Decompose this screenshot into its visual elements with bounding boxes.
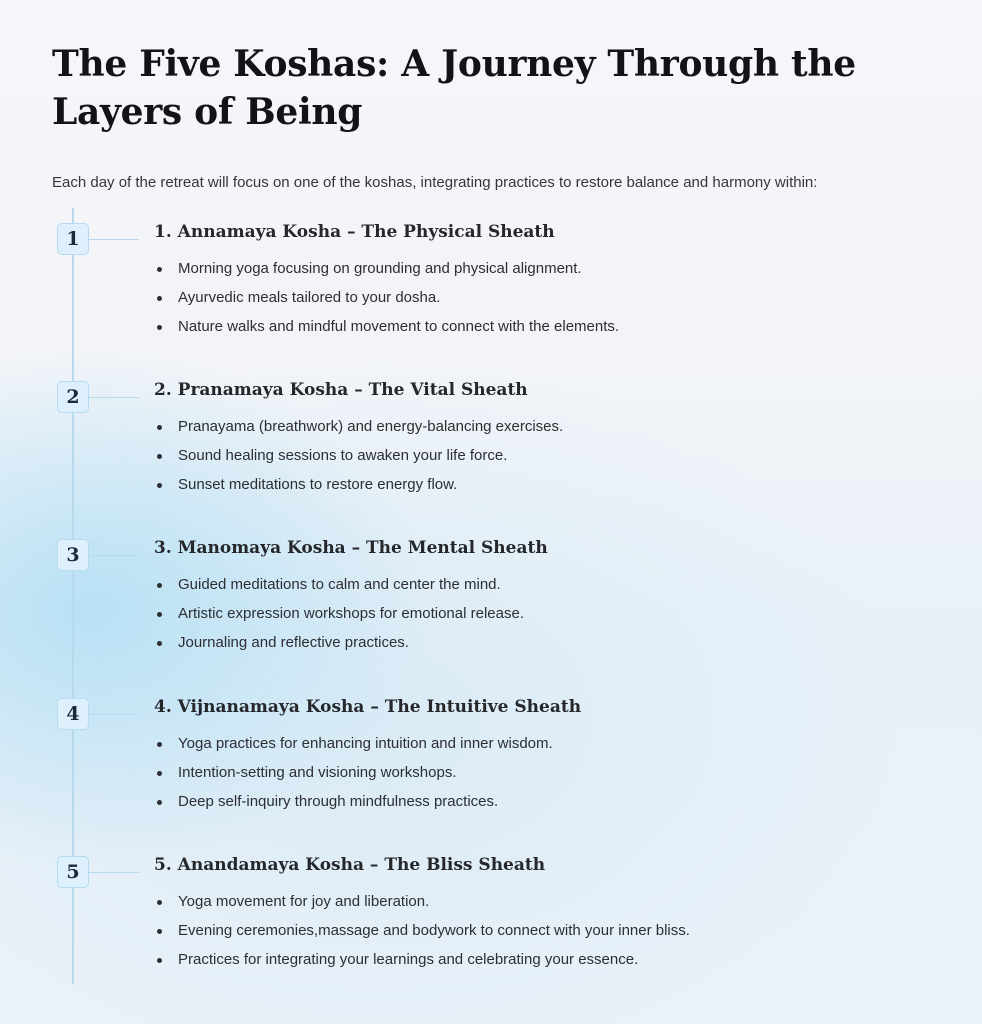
list-item: Evening ceremonies,massage and bodywork to connect with your inner bliss.: [154, 916, 690, 945]
step-practice-list: [154, 254, 619, 341]
step-number-badge: 5: [57, 856, 89, 888]
timeline-connector: [89, 714, 139, 715]
list-item: Yoga movement for joy and liberation.: [154, 887, 690, 916]
list-item: Sound healing sessions to awaken your life force.: [154, 441, 563, 470]
list-item: Artistic expression workshops for emotional release.: [154, 599, 524, 628]
list-item: Ayurvedic meals tailored to your dosha.: [154, 283, 619, 312]
step-practice-list: [154, 729, 553, 816]
list-item: Guided meditations to calm and center the mind.: [154, 570, 524, 599]
list-item: Practices for integrating your learnings and celebrating your essence.: [154, 945, 690, 974]
step-number-badge: 4: [57, 698, 89, 730]
step-title: 5. Anandamaya Kosha – The Bliss Sheath: [154, 855, 546, 875]
timeline-connector: [89, 239, 139, 240]
list-item: Pranayama (breathwork) and energy-balancing exercises.: [154, 412, 563, 441]
step-practice-list: [154, 887, 690, 974]
list-item: Yoga practices for enhancing intuition and inner wisdom.: [154, 729, 553, 758]
page-title: The Five Koshas: A Journey Through the Layers of Being: [52, 43, 856, 133]
list-item: Deep self-inquiry through mindfulness practices.: [154, 787, 553, 816]
step-number-badge: 3: [57, 539, 89, 571]
intro-text: Each day of the retreat will focus on one of the koshas, integrating practices to restore balance and harmony within:: [52, 174, 818, 191]
page-content: [52, 40, 952, 968]
step-practice-list: [154, 570, 524, 657]
step-number-badge: 2: [57, 381, 89, 413]
timeline-connector: [89, 872, 139, 873]
step-title: 4. Vijnanamaya Kosha – The Intuitive Sheath: [154, 697, 582, 717]
list-item: Intention-setting and visioning workshops.: [154, 758, 553, 787]
list-item: Journaling and reflective practices.: [154, 628, 524, 657]
list-item: Morning yoga focusing on grounding and physical alignment.: [154, 254, 619, 283]
step-title: 3. Manomaya Kosha – The Mental Sheath: [154, 538, 548, 558]
timeline-connector: [89, 555, 139, 556]
list-item: Sunset meditations to restore energy flow.: [154, 470, 563, 499]
step-title: 2. Pranamaya Kosha – The Vital Sheath: [154, 380, 528, 400]
kosha-timeline: [52, 208, 952, 984]
step-practice-list: [154, 412, 563, 499]
step-title: 1. Annamaya Kosha – The Physical Sheath: [154, 222, 555, 242]
timeline-connector: [89, 397, 139, 398]
list-item: Nature walks and mindful movement to connect with the elements.: [154, 312, 619, 341]
step-number-badge: 1: [57, 223, 89, 255]
